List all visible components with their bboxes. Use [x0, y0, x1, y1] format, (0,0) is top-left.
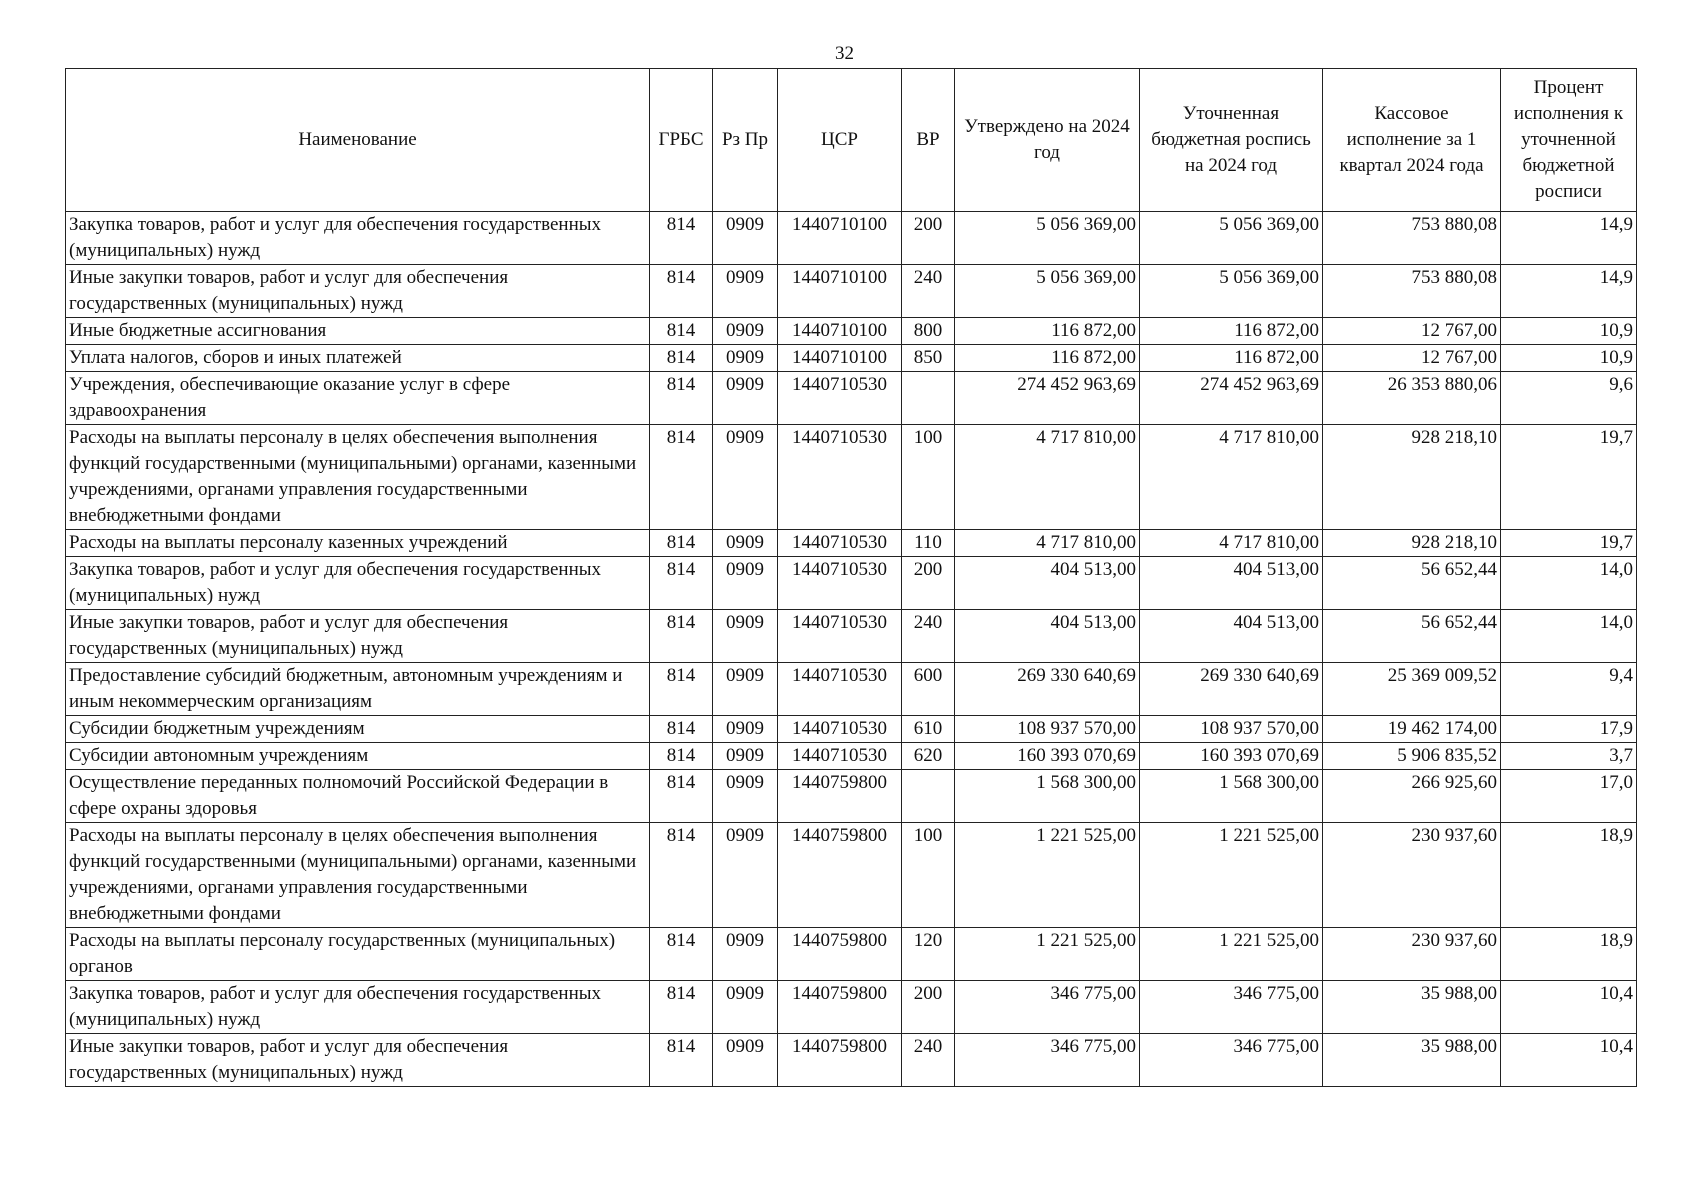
cell-vr: 200 — [902, 557, 955, 610]
cell-rzpr: 0909 — [713, 928, 778, 981]
table-row — [66, 345, 1637, 372]
cell-cash: 12 767,00 — [1323, 345, 1501, 372]
cell-rzpr: 0909 — [713, 530, 778, 557]
cell-rzpr: 0909 — [713, 212, 778, 265]
cell-refined: 346 775,00 — [1140, 981, 1323, 1034]
cell-name: Закупка товаров, работ и услуг для обеспечения государственных (муниципальных) нужд — [66, 212, 650, 265]
cell-vr: 110 — [902, 530, 955, 557]
cell-name: Субсидии бюджетным учреждениям — [66, 716, 650, 743]
cell-grbs: 814 — [650, 557, 713, 610]
cell-csr: 1440759800 — [778, 770, 902, 823]
cell-name: Предоставление субсидий бюджетным, автономным учреждениям и иным некоммерческим организациям — [66, 663, 650, 716]
cell-csr: 1440710100 — [778, 318, 902, 345]
cell-cash: 928 218,10 — [1323, 425, 1501, 530]
cell-cash: 56 652,44 — [1323, 610, 1501, 663]
cell-vr: 100 — [902, 425, 955, 530]
cell-percent: 19,7 — [1501, 530, 1637, 557]
cell-refined: 269 330 640,69 — [1140, 663, 1323, 716]
cell-name: Закупка товаров, работ и услуг для обеспечения государственных (муниципальных) нужд — [66, 981, 650, 1034]
cell-grbs: 814 — [650, 530, 713, 557]
cell-vr: 600 — [902, 663, 955, 716]
cell-approved: 160 393 070,69 — [955, 743, 1140, 770]
cell-approved: 346 775,00 — [955, 981, 1140, 1034]
header-name: Наименование — [66, 69, 650, 212]
table-row — [66, 265, 1637, 318]
header-csr: ЦСР — [778, 69, 902, 212]
cell-grbs: 814 — [650, 1034, 713, 1087]
table-header — [66, 69, 1637, 212]
cell-refined: 1 568 300,00 — [1140, 770, 1323, 823]
cell-refined: 404 513,00 — [1140, 557, 1323, 610]
table-row — [66, 823, 1637, 928]
cell-grbs: 814 — [650, 770, 713, 823]
cell-percent: 19,7 — [1501, 425, 1637, 530]
table-row — [66, 928, 1637, 981]
cell-approved: 4 717 810,00 — [955, 425, 1140, 530]
cell-refined: 108 937 570,00 — [1140, 716, 1323, 743]
cell-csr: 1440710100 — [778, 212, 902, 265]
cell-rzpr: 0909 — [713, 425, 778, 530]
table-row — [66, 663, 1637, 716]
cell-rzpr: 0909 — [713, 372, 778, 425]
cell-percent: 17,0 — [1501, 770, 1637, 823]
cell-cash: 19 462 174,00 — [1323, 716, 1501, 743]
cell-cash: 25 369 009,52 — [1323, 663, 1501, 716]
cell-csr: 1440710530 — [778, 663, 902, 716]
cell-approved: 1 221 525,00 — [955, 823, 1140, 928]
cell-csr: 1440710100 — [778, 345, 902, 372]
cell-refined: 4 717 810,00 — [1140, 425, 1323, 530]
cell-vr: 200 — [902, 212, 955, 265]
cell-cash: 230 937,60 — [1323, 928, 1501, 981]
cell-vr: 240 — [902, 610, 955, 663]
cell-vr: 100 — [902, 823, 955, 928]
cell-vr: 620 — [902, 743, 955, 770]
table-row — [66, 610, 1637, 663]
cell-approved: 116 872,00 — [955, 345, 1140, 372]
cell-percent: 14,0 — [1501, 610, 1637, 663]
cell-approved: 116 872,00 — [955, 318, 1140, 345]
cell-csr: 1440710530 — [778, 425, 902, 530]
cell-rzpr: 0909 — [713, 743, 778, 770]
page-number: 32 — [835, 43, 854, 64]
cell-grbs: 814 — [650, 981, 713, 1034]
cell-name: Осуществление переданных полномочий Российской Федерации в сфере охраны здоровья — [66, 770, 650, 823]
cell-csr: 1440759800 — [778, 823, 902, 928]
cell-csr: 1440710530 — [778, 530, 902, 557]
cell-rzpr: 0909 — [713, 265, 778, 318]
cell-rzpr: 0909 — [713, 663, 778, 716]
cell-percent: 10,4 — [1501, 981, 1637, 1034]
cell-percent: 17,9 — [1501, 716, 1637, 743]
cell-cash: 266 925,60 — [1323, 770, 1501, 823]
cell-vr — [902, 372, 955, 425]
table-row — [66, 1034, 1637, 1087]
header-grbs: ГРБС — [650, 69, 713, 212]
cell-csr: 1440710530 — [778, 610, 902, 663]
cell-grbs: 814 — [650, 743, 713, 770]
cell-rzpr: 0909 — [713, 716, 778, 743]
cell-csr: 1440759800 — [778, 928, 902, 981]
cell-cash: 12 767,00 — [1323, 318, 1501, 345]
table-row — [66, 372, 1637, 425]
cell-refined: 5 056 369,00 — [1140, 212, 1323, 265]
table-row — [66, 770, 1637, 823]
header-rzpr: Рз Пр — [713, 69, 778, 212]
cell-vr: 200 — [902, 981, 955, 1034]
header-vr: ВР — [902, 69, 955, 212]
cell-name: Учреждения, обеспечивающие оказание услуг в сфере здравоохранения — [66, 372, 650, 425]
cell-grbs: 814 — [650, 425, 713, 530]
header-cash: Кассовое исполнение за 1 квартал 2024 года — [1323, 69, 1501, 212]
cell-rzpr: 0909 — [713, 1034, 778, 1087]
header-approved: Утверждено на 2024 год — [955, 69, 1140, 212]
cell-csr: 1440710530 — [778, 372, 902, 425]
cell-approved: 5 056 369,00 — [955, 265, 1140, 318]
table-row — [66, 557, 1637, 610]
cell-approved: 404 513,00 — [955, 610, 1140, 663]
cell-name: Иные бюджетные ассигнования — [66, 318, 650, 345]
cell-rzpr: 0909 — [713, 823, 778, 928]
cell-csr: 1440710530 — [778, 743, 902, 770]
cell-rzpr: 0909 — [713, 981, 778, 1034]
cell-percent: 9,4 — [1501, 663, 1637, 716]
cell-refined: 404 513,00 — [1140, 610, 1323, 663]
cell-refined: 4 717 810,00 — [1140, 530, 1323, 557]
cell-approved: 404 513,00 — [955, 557, 1140, 610]
cell-rzpr: 0909 — [713, 557, 778, 610]
cell-vr: 240 — [902, 265, 955, 318]
cell-grbs: 814 — [650, 372, 713, 425]
cell-vr — [902, 770, 955, 823]
cell-vr: 240 — [902, 1034, 955, 1087]
cell-grbs: 814 — [650, 318, 713, 345]
cell-rzpr: 0909 — [713, 610, 778, 663]
cell-name: Закупка товаров, работ и услуг для обеспечения государственных (муниципальных) нужд — [66, 557, 650, 610]
budget-table — [65, 68, 1637, 1087]
cell-cash: 5 906 835,52 — [1323, 743, 1501, 770]
cell-grbs: 814 — [650, 663, 713, 716]
cell-csr: 1440710100 — [778, 265, 902, 318]
cell-approved: 274 452 963,69 — [955, 372, 1140, 425]
cell-vr: 610 — [902, 716, 955, 743]
cell-vr: 800 — [902, 318, 955, 345]
table-row — [66, 530, 1637, 557]
cell-approved: 108 937 570,00 — [955, 716, 1140, 743]
cell-cash: 56 652,44 — [1323, 557, 1501, 610]
cell-rzpr: 0909 — [713, 770, 778, 823]
cell-refined: 1 221 525,00 — [1140, 823, 1323, 928]
cell-name: Иные закупки товаров, работ и услуг для обеспечения государственных (муниципальных) нужд — [66, 1034, 650, 1087]
cell-grbs: 814 — [650, 928, 713, 981]
cell-percent: 3,7 — [1501, 743, 1637, 770]
header-percent: Процент исполнения к уточненной бюджетной росписи — [1501, 69, 1637, 212]
cell-name: Расходы на выплаты персоналу в целях обеспечения выполнения функций государственными (муниципальными) органами, казенными учреждениями, органами управления государственными внебюджетными фондами — [66, 425, 650, 530]
cell-approved: 269 330 640,69 — [955, 663, 1140, 716]
cell-percent: 14,0 — [1501, 557, 1637, 610]
table-row — [66, 981, 1637, 1034]
cell-grbs: 814 — [650, 265, 713, 318]
cell-name: Уплата налогов, сборов и иных платежей — [66, 345, 650, 372]
cell-cash: 26 353 880,06 — [1323, 372, 1501, 425]
table-row — [66, 425, 1637, 530]
cell-cash: 230 937,60 — [1323, 823, 1501, 928]
cell-approved: 1 568 300,00 — [955, 770, 1140, 823]
cell-grbs: 814 — [650, 345, 713, 372]
cell-csr: 1440759800 — [778, 981, 902, 1034]
cell-approved: 1 221 525,00 — [955, 928, 1140, 981]
cell-name: Расходы на выплаты персоналу государственных (муниципальных) органов — [66, 928, 650, 981]
cell-grbs: 814 — [650, 212, 713, 265]
cell-name: Иные закупки товаров, работ и услуг для обеспечения государственных (муниципальных) нужд — [66, 265, 650, 318]
cell-percent: 10,9 — [1501, 345, 1637, 372]
cell-refined: 346 775,00 — [1140, 1034, 1323, 1087]
cell-grbs: 814 — [650, 610, 713, 663]
cell-approved: 4 717 810,00 — [955, 530, 1140, 557]
cell-name: Субсидии автономным учреждениям — [66, 743, 650, 770]
cell-percent: 10,9 — [1501, 318, 1637, 345]
cell-percent: 10,4 — [1501, 1034, 1637, 1087]
cell-refined: 1 221 525,00 — [1140, 928, 1323, 981]
cell-cash: 753 880,08 — [1323, 212, 1501, 265]
cell-percent: 18,9 — [1501, 928, 1637, 981]
cell-refined: 160 393 070,69 — [1140, 743, 1323, 770]
cell-percent: 14,9 — [1501, 265, 1637, 318]
cell-csr: 1440710530 — [778, 557, 902, 610]
table-row — [66, 212, 1637, 265]
table-row — [66, 318, 1637, 345]
cell-refined: 5 056 369,00 — [1140, 265, 1323, 318]
cell-refined: 274 452 963,69 — [1140, 372, 1323, 425]
cell-percent: 18,9 — [1501, 823, 1637, 928]
cell-cash: 753 880,08 — [1323, 265, 1501, 318]
header-refined: Уточненная бюджетная роспись на 2024 год — [1140, 69, 1323, 212]
cell-cash: 35 988,00 — [1323, 981, 1501, 1034]
cell-approved: 5 056 369,00 — [955, 212, 1140, 265]
cell-rzpr: 0909 — [713, 345, 778, 372]
cell-percent: 9,6 — [1501, 372, 1637, 425]
cell-cash: 35 988,00 — [1323, 1034, 1501, 1087]
cell-name: Расходы на выплаты персоналу в целях обеспечения выполнения функций государственными (муниципальными) органами, казенными учреждениями, органами управления государственными внебюджетными фондами — [66, 823, 650, 928]
table-body — [66, 212, 1637, 1087]
cell-grbs: 814 — [650, 716, 713, 743]
cell-grbs: 814 — [650, 823, 713, 928]
cell-approved: 346 775,00 — [955, 1034, 1140, 1087]
cell-percent: 14,9 — [1501, 212, 1637, 265]
table-row — [66, 743, 1637, 770]
cell-cash: 928 218,10 — [1323, 530, 1501, 557]
cell-name: Расходы на выплаты персоналу казенных учреждений — [66, 530, 650, 557]
cell-rzpr: 0909 — [713, 318, 778, 345]
cell-name: Иные закупки товаров, работ и услуг для обеспечения государственных (муниципальных) нужд — [66, 610, 650, 663]
cell-vr: 850 — [902, 345, 955, 372]
table-row — [66, 716, 1637, 743]
cell-csr: 1440759800 — [778, 1034, 902, 1087]
cell-csr: 1440710530 — [778, 716, 902, 743]
cell-refined: 116 872,00 — [1140, 345, 1323, 372]
cell-refined: 116 872,00 — [1140, 318, 1323, 345]
header-row — [66, 69, 1637, 212]
cell-vr: 120 — [902, 928, 955, 981]
